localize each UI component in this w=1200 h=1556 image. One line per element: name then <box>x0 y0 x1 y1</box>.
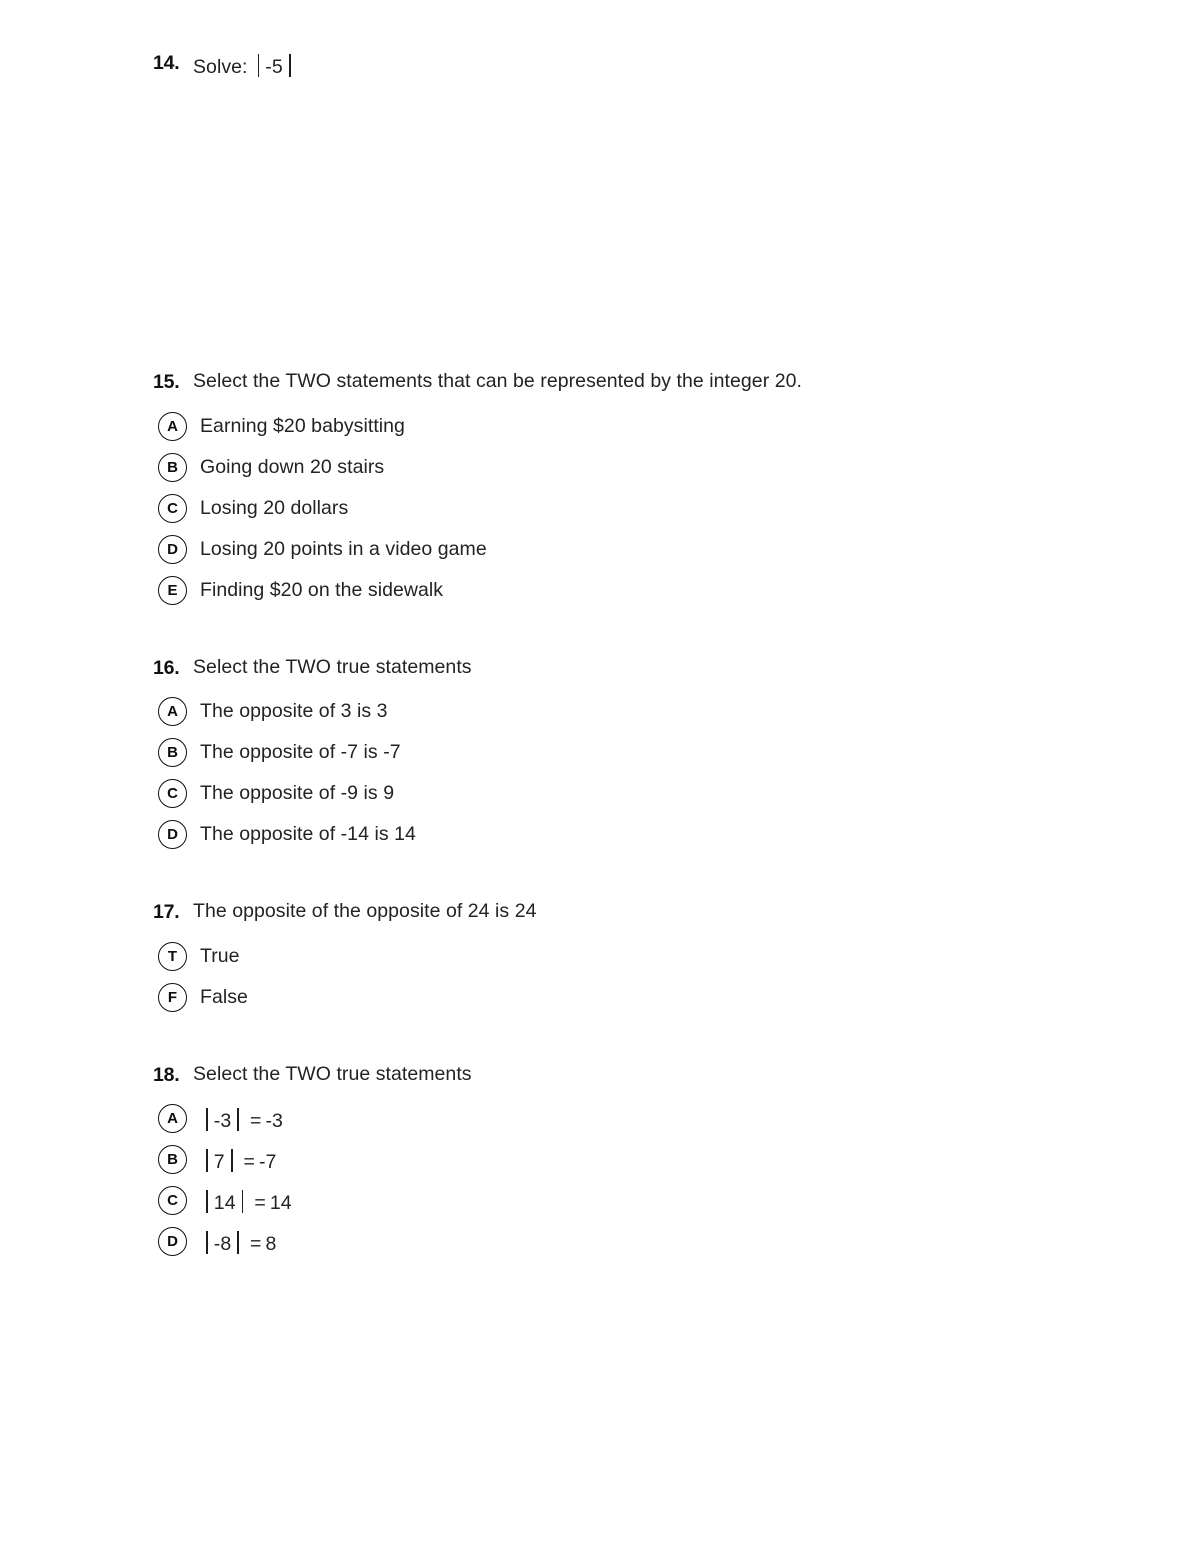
option-label-a: The opposite of 3 is 3 <box>200 700 388 723</box>
option-label-c: The opposite of -9 is 9 <box>200 782 395 805</box>
absolute-value-equation-a <box>200 1104 283 1133</box>
question-14-number: 14. <box>153 52 180 74</box>
option-bubble-t[interactable]: T <box>158 942 187 971</box>
abs-bar-right-icon <box>237 1231 239 1254</box>
abs-result-d: 8 <box>265 1232 277 1255</box>
question-16-number: 16. <box>153 656 180 679</box>
question-14-work-space[interactable] <box>153 79 1053 369</box>
option-label-true: True <box>200 944 240 967</box>
option-label-b: The opposite of -7 is -7 <box>200 741 401 764</box>
question-15 <box>153 369 1053 610</box>
option-c[interactable] <box>153 773 1053 814</box>
option-bubble-a[interactable]: A <box>158 412 187 441</box>
option-false[interactable] <box>153 977 1053 1018</box>
option-bubble-b[interactable]: B <box>158 738 187 767</box>
option-label-b <box>200 1145 276 1174</box>
option-e[interactable] <box>153 570 1053 611</box>
abs-bar-right-icon <box>237 1108 239 1131</box>
question-16-options <box>153 691 1053 855</box>
option-label-false: False <box>200 985 248 1008</box>
questions-container <box>153 50 1053 1262</box>
abs-bar-right-icon <box>289 54 291 77</box>
option-label-a <box>200 1104 283 1133</box>
option-bubble-b[interactable]: B <box>158 453 187 482</box>
question-16 <box>153 655 1053 855</box>
option-bubble-d[interactable]: D <box>158 1227 187 1256</box>
option-bubble-c[interactable]: C <box>158 779 187 808</box>
option-bubble-d[interactable]: D <box>158 820 187 849</box>
absolute-value-equation-d <box>200 1227 276 1256</box>
question-18-header <box>153 1062 1053 1087</box>
abs-inner-value-d: -8 <box>213 1232 232 1255</box>
absolute-value-equation-c <box>200 1186 292 1215</box>
question-16-header <box>153 655 1053 680</box>
abs-result-a: -3 <box>265 1109 283 1132</box>
option-a[interactable] <box>153 691 1053 732</box>
option-true[interactable] <box>153 936 1053 977</box>
option-label-d <box>200 1227 276 1256</box>
option-bubble-d[interactable]: D <box>158 535 187 564</box>
option-d[interactable] <box>153 1221 1053 1262</box>
option-bubble-f[interactable]: F <box>158 983 187 1012</box>
question-17 <box>153 899 1053 1017</box>
question-14-header <box>153 50 1053 79</box>
option-bubble-b[interactable]: B <box>158 1145 187 1174</box>
question-15-options <box>153 406 1053 611</box>
abs-bar-right-icon <box>231 1149 233 1172</box>
question-14-abs-value: -5 <box>265 56 283 78</box>
option-c[interactable] <box>153 1180 1053 1221</box>
option-b[interactable] <box>153 447 1053 488</box>
question-18 <box>153 1062 1053 1262</box>
question-18-prompt: Select the TWO true statements <box>193 1062 472 1085</box>
question-17-number: 17. <box>153 901 180 924</box>
question-14 <box>153 50 1053 369</box>
equals-sign-a: = <box>250 1109 262 1132</box>
option-label-a: Earning $20 babysitting <box>200 414 405 437</box>
absolute-value-equation-b <box>200 1145 276 1174</box>
abs-bar-left-icon <box>258 54 260 77</box>
option-label-d: Losing 20 points in a video game <box>200 537 487 560</box>
option-label-c: Losing 20 dollars <box>200 496 349 519</box>
question-14-prompt <box>193 50 1053 79</box>
abs-bar-left-icon <box>206 1190 208 1213</box>
option-bubble-a[interactable]: A <box>158 697 187 726</box>
question-18-options <box>153 1098 1053 1262</box>
question-15-header <box>153 369 1053 394</box>
abs-bar-left-icon <box>206 1108 208 1131</box>
question-14-absolute-value-expression <box>252 50 297 79</box>
abs-bar-left-icon <box>206 1149 208 1172</box>
option-bubble-c[interactable]: C <box>158 494 187 523</box>
option-c[interactable] <box>153 488 1053 529</box>
option-label-c <box>200 1186 292 1215</box>
abs-result-b: -7 <box>258 1150 277 1173</box>
abs-inner-value-b: 7 <box>213 1150 225 1173</box>
abs-result-c: 14 <box>269 1191 292 1214</box>
option-bubble-c[interactable]: C <box>158 1186 187 1215</box>
option-label-e: Finding $20 on the sidewalk <box>200 578 444 601</box>
option-label-b: Going down 20 stairs <box>200 455 385 478</box>
option-d[interactable] <box>153 814 1053 855</box>
question-17-header <box>153 899 1053 924</box>
equals-sign-b: = <box>243 1150 255 1173</box>
question-17-prompt: The opposite of the opposite of 24 is 24 <box>193 900 537 923</box>
option-d[interactable] <box>153 529 1053 570</box>
question-18-number: 18. <box>153 1063 180 1086</box>
option-b[interactable] <box>153 1139 1053 1180</box>
question-15-number: 15. <box>153 371 180 394</box>
question-16-prompt: Select the TWO true statements <box>193 655 472 678</box>
option-a[interactable] <box>153 1098 1053 1139</box>
question-14-prompt-text: Solve: <box>193 56 248 78</box>
option-a[interactable] <box>153 406 1053 447</box>
question-17-options <box>153 936 1053 1018</box>
option-bubble-e[interactable]: E <box>158 576 187 605</box>
question-15-prompt: Select the TWO statements that can be represented by the integer 20. <box>193 370 802 393</box>
abs-bar-left-icon <box>206 1231 208 1254</box>
option-b[interactable] <box>153 732 1053 773</box>
abs-inner-value-a: -3 <box>213 1109 232 1132</box>
equals-sign-c: = <box>254 1191 266 1214</box>
option-bubble-a[interactable]: A <box>158 1104 187 1133</box>
equals-sign-d: = <box>250 1232 262 1255</box>
abs-inner-value-c: 14 <box>213 1191 236 1214</box>
option-label-d: The opposite of -14 is 14 <box>200 823 416 846</box>
abs-bar-right-icon <box>242 1190 244 1213</box>
